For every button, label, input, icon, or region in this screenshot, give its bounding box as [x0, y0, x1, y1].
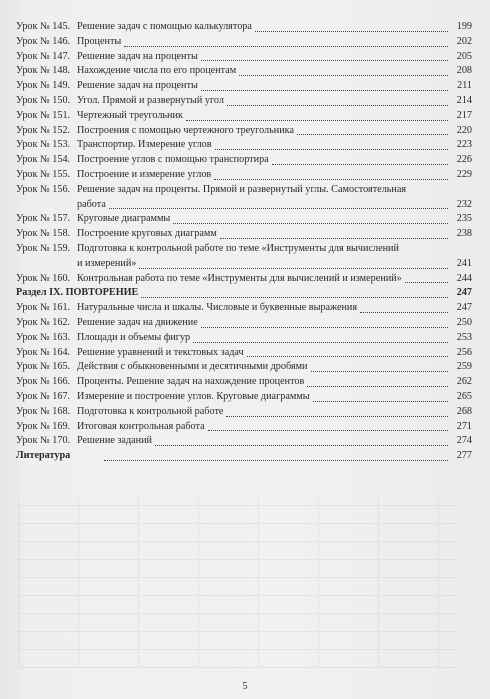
dot-leader: [208, 430, 448, 431]
dot-leader: [201, 60, 448, 61]
lesson-title: Круговые диаграммы: [77, 213, 171, 225]
dot-leader: [173, 223, 448, 224]
toc-entry: [16, 168, 472, 183]
lesson-page-number: 217: [456, 109, 472, 121]
toc-entry: [16, 434, 472, 449]
lesson-title: Измерение и построение углов. Круговые диаграммы: [77, 390, 310, 402]
toc-entry: [16, 64, 472, 79]
lesson-title: Построения с помощью чертежного треугольника: [77, 124, 294, 136]
lesson-page-number: 253: [456, 331, 472, 343]
dot-leader: [124, 46, 448, 47]
lesson-number: Урок № 159.: [16, 242, 71, 254]
lesson-title: Нахождение числа по его процентам: [77, 65, 237, 77]
toc-entry: [16, 153, 472, 168]
lesson-page-number: 250: [456, 316, 472, 328]
lesson-page-number: 226: [456, 154, 472, 166]
dot-leader: [104, 460, 448, 461]
toc-review-list: [16, 301, 472, 449]
lesson-number: Урок № 153.: [16, 139, 71, 151]
toc-section-row: [16, 286, 472, 301]
dot-leader: [226, 416, 448, 417]
toc-entry: [16, 50, 472, 65]
lesson-title: Проценты. Решение задач на нахождение процентов: [77, 376, 305, 388]
lesson-title-continued: работа: [77, 198, 106, 210]
toc-entry: [16, 301, 472, 316]
dot-leader: [220, 238, 448, 239]
toc-entry: [16, 360, 472, 375]
dot-leader: [201, 327, 448, 328]
lesson-page-number: 262: [456, 376, 472, 388]
lesson-page-number: 199: [456, 21, 472, 32]
section-page-number: 247: [456, 287, 472, 299]
lesson-title: Решение заданий: [77, 435, 152, 447]
lesson-title-continued: и измерений»: [77, 257, 137, 269]
literature-title: Литература: [16, 450, 71, 462]
section-title: Раздел IX. ПОВТОРЕНИЕ: [16, 287, 139, 299]
lesson-title: Решение уравнений и текстовых задач: [77, 346, 244, 358]
toc-entry: [16, 138, 472, 153]
lesson-number: Урок № 152.: [16, 124, 71, 136]
dot-leader: [297, 134, 448, 135]
lesson-title: Построение и измерение углов: [77, 168, 212, 180]
toc-entry: [16, 227, 472, 242]
toc-entry: [16, 20, 472, 35]
literature-page-number: 277: [456, 450, 472, 462]
lesson-title: Угол. Прямой и развернутый угол: [77, 94, 224, 106]
lesson-number: Урок № 147.: [16, 50, 71, 62]
dot-leader: [193, 342, 448, 343]
toc-entry: [16, 405, 472, 420]
lesson-title: Построение углов с помощью транспортира: [77, 154, 269, 166]
lesson-number: Урок № 155.: [16, 168, 71, 180]
dot-leader: [272, 164, 448, 165]
dot-leader: [307, 386, 448, 387]
lesson-title: Действия с обыкновенными и десятичными дробями: [77, 361, 308, 373]
lesson-number: Урок № 168.: [16, 405, 71, 417]
toc-entry: [16, 272, 472, 287]
lesson-title: Решение задач на проценты. Прямой и развернутый углы. Самостоятельная: [77, 183, 407, 195]
lesson-number: Урок № 166.: [16, 376, 71, 388]
page-footer-number: 5: [242, 681, 248, 692]
lesson-title: Решение задач на проценты: [77, 80, 198, 92]
lesson-title: Решение задач на проценты: [77, 50, 198, 62]
lesson-number: Урок № 151.: [16, 109, 71, 121]
lesson-page-number: 229: [456, 168, 472, 180]
lesson-title: Подготовка к контрольной работе: [77, 405, 224, 417]
lesson-page-number: 268: [456, 405, 472, 417]
lesson-page-number: 238: [456, 228, 472, 240]
dot-leader: [201, 90, 448, 91]
dot-leader: [239, 75, 448, 76]
toc-entry: [16, 212, 472, 227]
dot-leader: [141, 297, 448, 298]
lesson-title: Проценты: [77, 35, 122, 47]
dot-leader: [247, 356, 448, 357]
table-of-contents: [16, 20, 472, 464]
lesson-title: Построение круговых диаграмм: [77, 228, 217, 240]
dot-leader: [255, 31, 448, 32]
dot-leader: [214, 179, 448, 180]
lesson-number: Урок № 148.: [16, 65, 71, 77]
toc-entry: [16, 316, 472, 331]
dot-leader: [215, 149, 448, 150]
lesson-number: Урок № 163.: [16, 331, 71, 343]
lesson-title: Натуральные числа и шкалы. Числовые и буквенные выражения: [77, 302, 358, 314]
lesson-number: Урок № 160.: [16, 272, 71, 284]
dot-leader: [186, 120, 448, 121]
lesson-title: Итоговая контрольная работа: [77, 420, 205, 432]
toc-entry: [16, 79, 472, 94]
lesson-page-number: 241: [456, 257, 472, 269]
lesson-number: Урок № 169.: [16, 420, 71, 432]
lesson-page-number: 214: [456, 94, 472, 106]
dot-leader: [155, 445, 448, 446]
lesson-page-number: 256: [456, 346, 472, 358]
toc-entry: [16, 331, 472, 346]
lesson-page-number: 205: [456, 50, 472, 62]
toc-entry: [16, 242, 472, 272]
lesson-number: Урок № 149.: [16, 80, 71, 92]
dot-leader: [360, 312, 448, 313]
lesson-page-number: 211: [457, 80, 472, 92]
lesson-number: Урок № 146.: [16, 35, 71, 47]
lesson-number: Урок № 158.: [16, 228, 71, 240]
lesson-number: Урок № 156.: [16, 183, 71, 195]
lesson-title: Подготовка к контрольной работе по теме «Инструменты для вычислений: [77, 242, 399, 254]
dot-leader: [313, 401, 448, 402]
lesson-title: Площади и объемы фигур: [77, 331, 191, 343]
lesson-number: Урок № 170.: [16, 435, 71, 447]
lesson-title: Решение задач с помощью калькулятора: [77, 21, 252, 32]
toc-lessons-list: [16, 20, 472, 286]
lesson-number: Урок № 145.: [16, 21, 71, 32]
toc-entry: [16, 420, 472, 435]
lesson-title: Транспортир. Измерение углов: [77, 139, 212, 151]
lesson-page-number: 220: [456, 124, 472, 136]
toc-entry: [16, 390, 472, 405]
toc-entry: [16, 346, 472, 361]
dot-leader: [109, 208, 448, 209]
dot-leader: [405, 282, 448, 283]
bleed-through-table: [18, 498, 458, 668]
lesson-page-number: 202: [456, 35, 472, 47]
lesson-page-number: 271: [456, 420, 472, 432]
lesson-page-number: 265: [456, 390, 472, 402]
lesson-page-number: 259: [456, 361, 472, 373]
lesson-number: Урок № 161.: [16, 302, 71, 314]
lesson-title: Контрольная работа по теме «Инструменты для вычислений и измерений»: [77, 272, 402, 284]
toc-literature-row: [16, 449, 472, 464]
lesson-page-number: 235: [456, 213, 472, 225]
dot-leader: [311, 371, 449, 372]
lesson-number: Урок № 167.: [16, 390, 71, 402]
dot-leader: [139, 268, 448, 269]
toc-entry: [16, 109, 472, 124]
toc-entry: [16, 375, 472, 390]
toc-entry: [16, 35, 472, 50]
lesson-page-number: 232: [456, 198, 472, 210]
lesson-page-number: 247: [456, 302, 472, 314]
lesson-title: Чертежный треугольник: [77, 109, 183, 121]
dot-leader: [227, 105, 448, 106]
toc-entry: [16, 183, 472, 213]
lesson-page-number: 208: [456, 65, 472, 77]
lesson-number: Урок № 157.: [16, 213, 71, 225]
toc-entry: [16, 94, 472, 109]
lesson-title: Решение задач на движение: [77, 316, 198, 328]
lesson-number: Урок № 162.: [16, 316, 71, 328]
lesson-number: Урок № 154.: [16, 154, 71, 166]
lesson-page-number: 244: [456, 272, 472, 284]
toc-entry: [16, 124, 472, 139]
lesson-number: Урок № 164.: [16, 346, 71, 358]
lesson-number: Урок № 150.: [16, 94, 71, 106]
lesson-page-number: 274: [456, 435, 472, 447]
lesson-page-number: 223: [456, 139, 472, 151]
lesson-number: Урок № 165.: [16, 361, 71, 373]
